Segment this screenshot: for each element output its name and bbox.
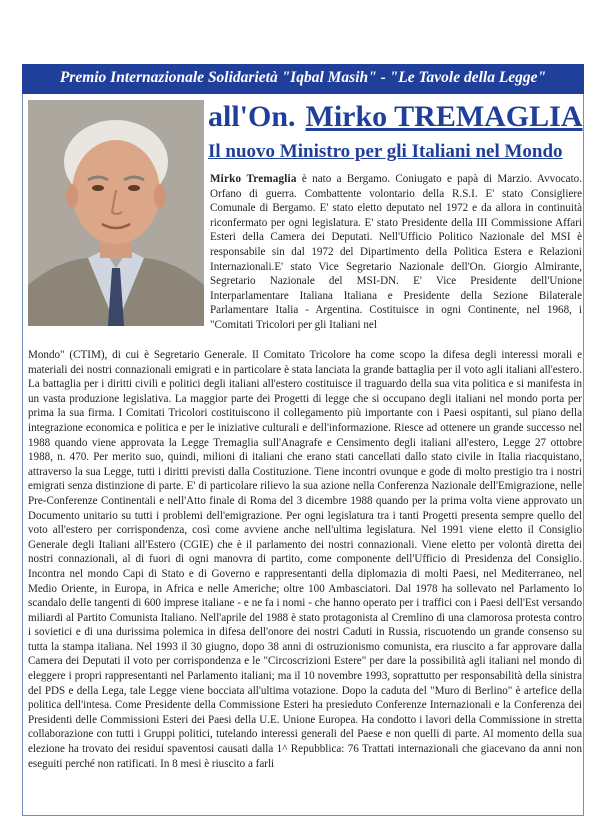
header-banner: Premio Internazionale Solidarietà "Iqbal Masih" - "Le Tavole della Legge" bbox=[22, 64, 584, 94]
article-full-text bbox=[28, 348, 582, 771]
article-lead-name: Mirko Tremaglia bbox=[210, 173, 297, 185]
article-full-body: Mondo" (CTIM), di cui è Segretario Generale. Il Comitato Tricolore ha come scopo la difesa degli interessi morali e materiali dei nostri connazionali emigrati e in particolare è stata lanciata la grande battaglia per il voto agli italiani all'estero. La battaglia per i diritti civili e politici degli italiani all'estero costituisce il traguardo della sua vita politica e si manifesta in un vasta produzione legislativa. La maggior parte dei Progetti di legge che si occupano degli italiani nel mondo porta per prima la sua firma. I Comitati Tricolori costituiscono il collegamento più importante con i Paesi ospitanti, sul piano della integrazione economica e politica e per le iniziative culturali e dell'informazione. Riesce ad ottenere un grande successo nel 1988 quando viene approvata la Legge Tremaglia sull'Anagrafe e Censimento degli italiani all'estero, Legge 27 ottobre 1988, n. 470. Per merito suo, quindi, milioni di italiani che erano stati cancellati dallo stato civile in Italia riacquistano, attraverso la sua Legge, tutti i diritti previsti dalla Costituzione. Tiene incontri ovunque e gode di molto prestigio tra i nostri emigrati senza distinzione di parte. E' di particolare rilievo la sua azione nella Conferenza Nazionale dell'Emigrazione, nelle Pre-Conferenze Continentali e nell'Atto finale di Roma del 3 dicembre 1988 quando per la prima volta viene approvato un Documento unitario su tutti i problemi dell'emigrazione. Per ogni legislatura tra i tanti Progetti presenta sempre quello del voto all'estero per corrispondenza, così come avviene anche nell'ultima legislatura. Nel 1991 viene eletto il Consiglio Generale degli Italiani all'Estero (CGIE) che è il parlamento dei nostri connazionali. Viene eletto per volontà diretta dei nostri connazionali, al di fuori di ogni manovra di partito, come componente dell'Ufficio di Presidenza del Consiglio. Incontra nel mondo Capi di Stato e di Governo e rappresentanti della diplomazia di molti Paesi, nel Mediterraneo, nel Medio Oriente, in Europa, in Africa e nelle Americhe; oltre 100 Ambasciatori. Dal 1978 ha sollevato nel Parlamento lo scandalo delle tangenti di 600 imprese italiane - e ne fa i nomi - che hanno operato per i traffici con i Paesi dell'Est versando miliardi al Partito Comunista Italiano. Nell'aprile del 1988 è stato protagonista al Cremlino di una clamorosa protesta contro i sovietici e di una durissima polemica in difesa dell'onore dei nostri Caduti in Russia, riscuotendo un grande consenso su tutta la stampa italiana. Nel 1993 il 30 giugno, dopo 38 anni di ostruzionismo comunista, era riuscito a far approvare dalla Camera dei Deputati il voto per corrispondenza e le "Circoscrizioni Estere" per dare la possibilità agli italiani nel mondo di eleggere i propri rappresentanti nel Parlamento italiani; ma il 10 novembre 1993, soprattutto per responsabilità della sinistra del PDS e della Lega, tale Legge viene bocciata all'ultima votazione. Dopo la caduta del "Muro di Berlino" è artefice della politica dell'intesa. Come Presidente della Commissione Esteri ha presieduto Conferenze Internazionali e la Conferenza dei Presidenti delle Commissioni Esteri dei Paesi della U.E. Unione Europea. Ha condotto i lavori della Commissione in stretta collaborazione con tutti i Gruppi politici, tutelando interessi generali del Paese e non quelli di parte. Al momento della sua elezione ha trovato dei residui spaventosi causati dalla 1^ Repubblica: 76 Trattati internazionali che giacevano da anni non eseguiti perché non ratificati. In 8 mesi è riuscito a farli bbox=[28, 349, 582, 770]
page-subtitle: Il nuovo Ministro per gli Italiani nel Mondo bbox=[208, 141, 563, 162]
article-column-body: è nato a Bergamo. Coniugato e papà di Marzio. Avvocato. Orfano di guerra. Combattente volontario della R.S.I. E' stato Consigliere Comunale di Bergamo. E' stato eletto deputato nel 1972 e da allora in continuità riconfermato per ogni legislatura. E' stato Presidente della III Commissione Affari Esteri della Camera dei Deputati. Nell'Ufficio Politico Nazionale del MSI è responsabile sin dal 1972 del Dipartimento della Politica Estera e Relazioni Internazionali.E' stato Vice Segretario Nazionale dell'On. Giorgio Almirante, Segretario Nazionale del MSI-DN. E' Vice Presidente dell'Unione Interparlamentare Italiana Italiana e Presidente della Sezione Bilaterale Parlamentare Italia - Argentina. Costituisce in ogni Continente, nel 1968, i "Comitati Tricolori per gli Italiani nel bbox=[210, 173, 582, 331]
article-column-text bbox=[210, 172, 582, 333]
portrait-illustration bbox=[28, 100, 204, 326]
title-name: Mirko TREMAGLIA bbox=[305, 100, 583, 133]
portrait-photo bbox=[28, 100, 204, 326]
page-title bbox=[208, 100, 583, 134]
title-prefix: all'On. bbox=[208, 100, 296, 133]
